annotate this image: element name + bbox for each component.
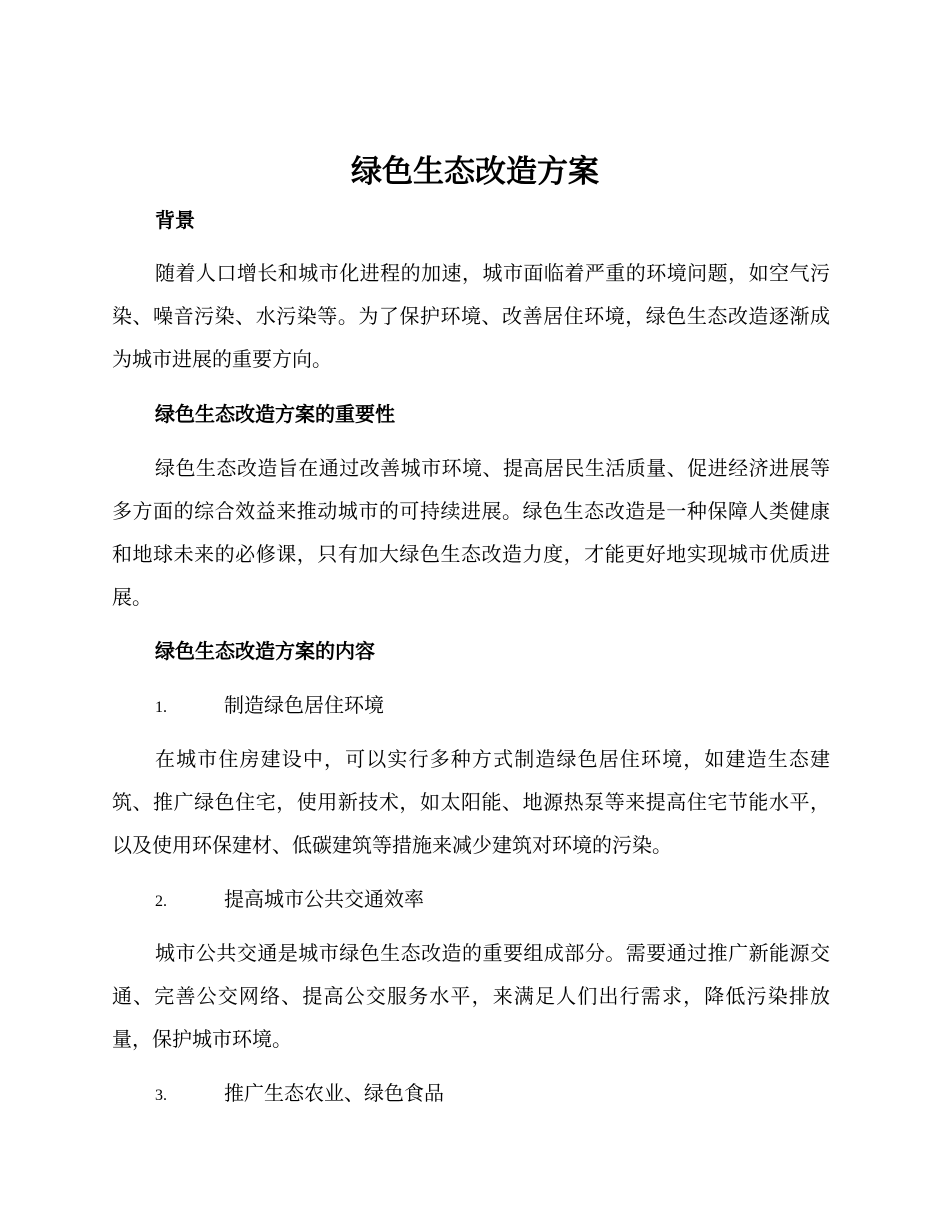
list-item-title: 推广生态农业、绿色食品 xyxy=(224,1081,444,1105)
list-item-1 xyxy=(155,690,384,723)
list-number: 2. xyxy=(155,893,167,910)
paragraph-background: 随着人口增长和城市化进程的加速，城市面临着严重的环境问题，如空气污染、噪音污染、水污染等。为了保护环境、改善居住环境，绿色生态改造逐渐成为城市进展的重要方向。 xyxy=(112,261,830,371)
document-title: 绿色生态改造方案 xyxy=(351,154,599,190)
list-item-3 xyxy=(155,1078,444,1111)
list-number: 1. xyxy=(155,699,167,716)
list-number: 3. xyxy=(155,1087,167,1104)
section-heading-background: 背景 xyxy=(155,208,195,232)
list-item-title: 提高城市公共交通效率 xyxy=(224,887,424,911)
list-item-title: 制造绿色居住环境 xyxy=(224,693,384,717)
section-heading-importance: 绿色生态改造方案的重要性 xyxy=(155,402,395,426)
section-heading-content: 绿色生态改造方案的内容 xyxy=(155,639,375,663)
paragraph-importance: 绿色生态改造旨在通过改善城市环境、提高居民生活质量、促进经济进展等多方面的综合效益来推动城市的可持续进展。绿色生态改造是一种保障人类健康和地球未来的必修课，只有加大绿色生态改造力度，才能更好地实现城市优质进展。 xyxy=(112,456,830,609)
paragraph-item-1: 在城市住房建设中，可以实行多种方式制造绿色居住环境，如建造生态建筑、推广绿色住宅，使用新技术，如太阳能、地源热泵等来提高住宅节能水平，以及使用环保建材、低碳建筑等措施来减少建筑对环境的污染。 xyxy=(112,747,830,857)
paragraph-item-2: 城市公共交通是城市绿色生态改造的重要组成部分。需要通过推广新能源交通、完善公交网络、提高公交服务水平，来满足人们出行需求，降低污染排放量，保护城市环境。 xyxy=(112,941,830,1051)
list-item-2 xyxy=(155,884,424,917)
